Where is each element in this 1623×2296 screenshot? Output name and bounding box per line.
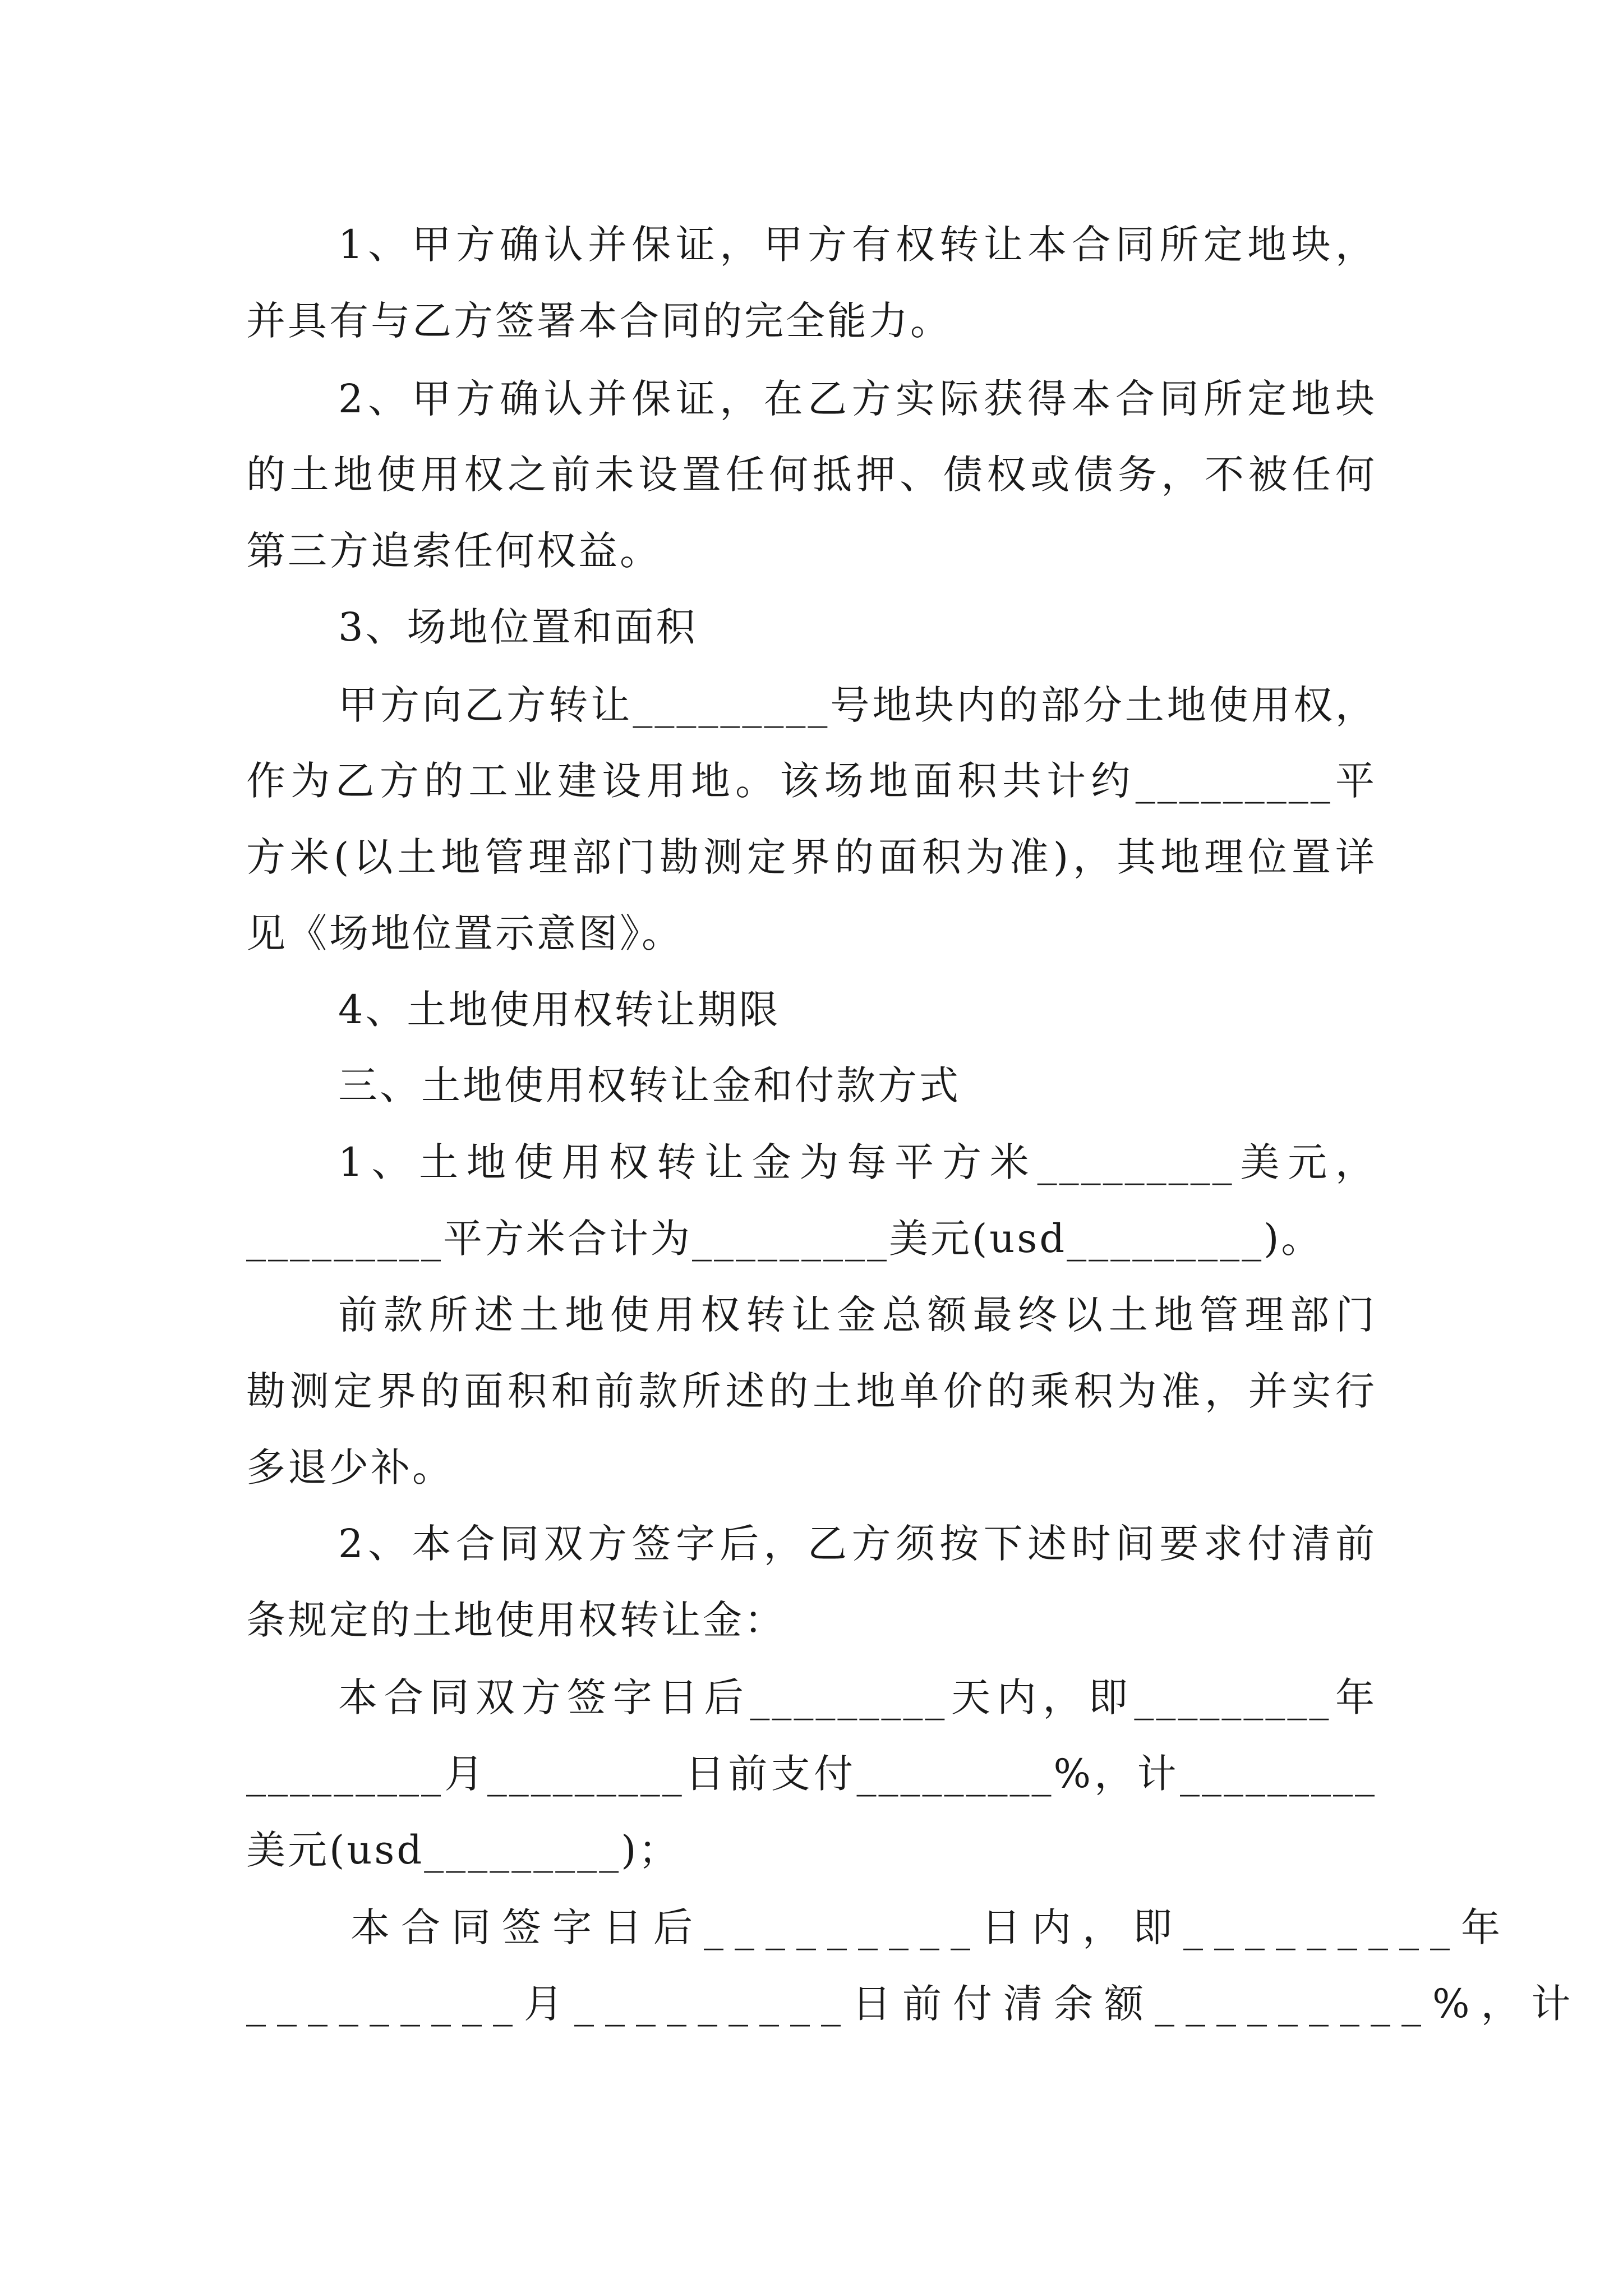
paragraph-line: 甲方向乙方转让_________号地块内的部分土地使用权， bbox=[338, 682, 1377, 728]
paragraph-line: 1、甲方确认并保证，甲方有权转让本合同所定地块， bbox=[338, 222, 1377, 268]
paragraph-line: 1、土地使用权转让金为每平方米_________美元， bbox=[338, 1139, 1377, 1185]
paragraph-line: 见《场地位置示意图》。 bbox=[246, 910, 683, 956]
paragraph-line: 的土地使用权之前未设置任何抵押、债权或债务，不被任何 bbox=[246, 452, 1377, 498]
section-heading: 三、土地使用权转让金和付款方式 bbox=[338, 1062, 961, 1108]
paragraph-line: _________月_________日前付清余额_________%，计 bbox=[246, 1981, 1582, 2027]
paragraph-line: 美元(usd_________)； bbox=[246, 1827, 680, 1873]
paragraph-line: _________平方米合计为_________美元(usd_________)。 bbox=[246, 1216, 1323, 1262]
paragraph-line: 本合同签字日后_________日内，即_________年 bbox=[351, 1904, 1511, 1950]
paragraph-line: 第三方追索任何权益。 bbox=[246, 528, 661, 574]
paragraph-line: 作为乙方的工业建设用地。该场地面积共计约_________平 bbox=[246, 758, 1377, 804]
paragraph-line: 前款所述土地使用权转让金总额最终以土地管理部门 bbox=[338, 1292, 1377, 1338]
paragraph-line: 2、本合同双方签字后，乙方须按下述时间要求付清前 bbox=[338, 1521, 1377, 1567]
paragraph-line: 条规定的土地使用权转让金： bbox=[246, 1597, 786, 1643]
paragraph-line: 2、甲方确认并保证，在乙方实际获得本合同所定地块 bbox=[338, 376, 1377, 422]
paragraph-line: 本合同双方签字日后_________天内，即_________年 bbox=[338, 1674, 1377, 1720]
paragraph-line: 方米(以土地管理部门勘测定界的面积为准)，其地理位置详 bbox=[246, 834, 1377, 880]
paragraph-line: 并具有与乙方签署本合同的完全能力。 bbox=[246, 298, 952, 344]
section-heading: 3、场地位置和面积 bbox=[338, 604, 698, 650]
paragraph-line: 勘测定界的面积和前款所述的土地单价的乘积为准，并实行 bbox=[246, 1368, 1377, 1414]
section-heading: 4、土地使用权转让期限 bbox=[338, 987, 781, 1033]
paragraph-line: _________月_________日前支付_________%，计_________ bbox=[246, 1751, 1377, 1797]
paragraph-line: 多退少补。 bbox=[246, 1444, 454, 1490]
